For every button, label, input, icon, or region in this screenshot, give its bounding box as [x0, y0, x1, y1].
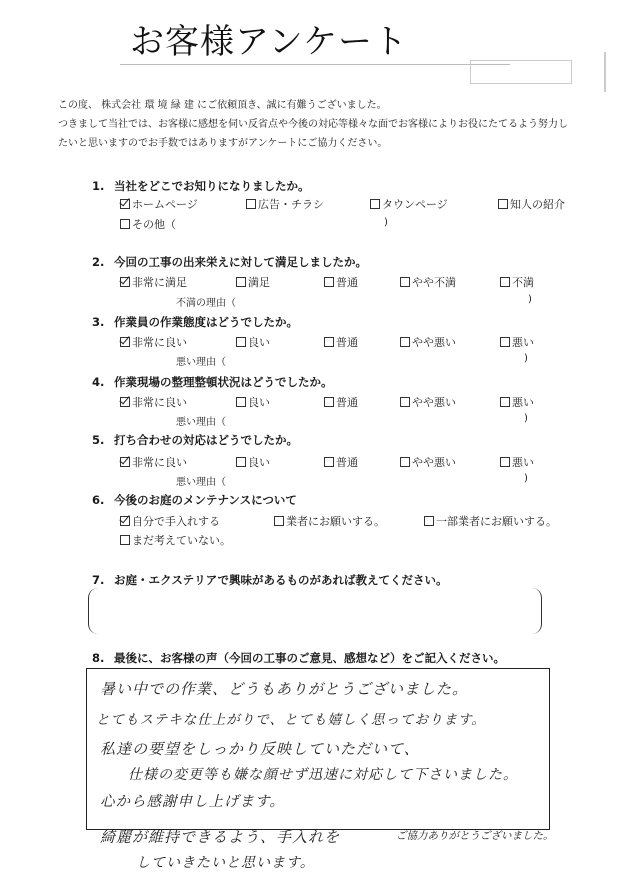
option-label: やや不満 — [412, 276, 456, 289]
question-number: 5. — [92, 433, 105, 447]
option-self-maintain[interactable] — [120, 513, 220, 529]
question-number: 3. — [92, 315, 105, 329]
checkbox[interactable] — [400, 457, 410, 467]
option-partial-contractor[interactable] — [424, 513, 557, 529]
option-homepage[interactable] — [120, 196, 198, 212]
checkbox[interactable] — [324, 397, 334, 407]
option-bad[interactable] — [500, 454, 534, 470]
option-label: 広告・チラシ — [258, 198, 324, 211]
option-label: 一部業者にお願いする。 — [436, 515, 557, 528]
option-normal[interactable] — [324, 454, 358, 470]
option-somewhat-bad[interactable] — [400, 394, 456, 410]
option-very-satisfied[interactable] — [120, 274, 187, 290]
checkbox[interactable] — [500, 457, 510, 467]
option-somewhat-unsatisfied[interactable] — [400, 274, 456, 290]
question-text: 打ち合わせの対応はどうでしたか。 — [114, 433, 298, 447]
checkbox-checked[interactable] — [120, 199, 130, 209]
option-label: やや悪い — [412, 396, 456, 409]
option-label: 知人の紹介 — [510, 198, 565, 211]
question-1 — [92, 178, 310, 194]
title-underline — [120, 64, 510, 65]
intro-text — [58, 96, 598, 153]
thanks-message: ご協力ありがとうございました。 — [396, 830, 554, 842]
intro-line: たいと思いますのでお手数ではありますがアンケートにご協力ください。 — [58, 138, 388, 149]
checkbox[interactable] — [400, 337, 410, 347]
handwritten-line: 心から感謝申し上げます。 — [100, 794, 285, 810]
option-very-good[interactable] — [120, 454, 187, 470]
reason-label: 悪い理由（ — [176, 477, 226, 488]
option-label: 悪い — [512, 336, 534, 349]
option-label: 不満 — [512, 276, 534, 289]
checkbox-checked[interactable] — [120, 397, 130, 407]
option-good[interactable] — [236, 454, 270, 470]
checkbox[interactable] — [500, 337, 510, 347]
intro-line: この度、 株式会社 環 境 緑 建 にご依頼頂き、誠に有難うございました。 — [58, 100, 387, 111]
question-3 — [92, 314, 298, 330]
question-2 — [92, 254, 367, 270]
paren-close: ) — [524, 353, 528, 364]
checkbox[interactable] — [236, 457, 246, 467]
question-6 — [92, 492, 297, 508]
option-referral[interactable] — [498, 196, 565, 212]
option-very-good[interactable] — [120, 394, 187, 410]
option-label: 非常に良い — [132, 336, 187, 349]
option-ad-flyer[interactable] — [246, 196, 324, 212]
option-good[interactable] — [236, 394, 270, 410]
option-bad[interactable] — [500, 394, 534, 410]
option-label: 非常に満足 — [132, 276, 187, 289]
checkbox[interactable] — [274, 516, 284, 526]
paren-close: ) — [524, 473, 528, 484]
option-unsatisfied[interactable] — [500, 274, 534, 290]
checkbox[interactable] — [236, 277, 246, 287]
question-text: お庭・エクステリアで興味があるものがあれば教えてください。 — [114, 573, 448, 587]
question-text: 今回の工事の出来栄えに対して満足しましたか。 — [114, 255, 367, 269]
checkbox[interactable] — [246, 199, 256, 209]
checkbox[interactable] — [120, 219, 130, 229]
option-label: 非常に良い — [132, 456, 187, 469]
option-townpage[interactable] — [370, 196, 448, 212]
checkbox-checked[interactable] — [120, 457, 130, 467]
option-label: やや悪い — [412, 336, 456, 349]
option-other[interactable] — [120, 216, 176, 232]
option-label: 普通 — [336, 276, 358, 289]
paren-close: ) — [524, 413, 528, 424]
option-label: 良い — [248, 336, 270, 349]
question-text: 作業員の作業態度はどうでしたか。 — [114, 315, 298, 329]
option-label: 悪い — [512, 456, 534, 469]
question-number: 8. — [92, 651, 105, 665]
handwritten-line: 綺麗が維持できるよう、手入れを — [100, 828, 341, 846]
option-label: 良い — [248, 396, 270, 409]
option-somewhat-bad[interactable] — [400, 454, 456, 470]
option-very-good[interactable] — [120, 334, 187, 350]
handwritten-line: していきたいと思います。 — [136, 855, 315, 871]
reason-label: 悪い理由（ — [176, 357, 226, 368]
option-normal[interactable] — [324, 274, 358, 290]
handwritten-line: 仕様の変更等も嫌な顔せず迅速に対応して下さいました。 — [128, 767, 518, 783]
checkbox[interactable] — [324, 337, 334, 347]
option-label: 普通 — [336, 456, 358, 469]
option-good[interactable] — [236, 334, 270, 350]
checkbox-checked[interactable] — [120, 277, 130, 287]
checkbox[interactable] — [400, 397, 410, 407]
option-label: まだ考えていない。 — [132, 534, 231, 547]
question-5 — [92, 432, 298, 448]
checkbox[interactable] — [400, 277, 410, 287]
question-text: 当社をどこでお知りになりましたか。 — [114, 179, 310, 193]
option-request-contractor[interactable] — [274, 513, 385, 529]
question-4 — [92, 374, 333, 390]
option-somewhat-bad[interactable] — [400, 334, 456, 350]
checkbox[interactable] — [370, 199, 380, 209]
interest-answer-field[interactable] — [88, 588, 542, 634]
question-7 — [92, 572, 448, 588]
option-label: その他（ — [132, 218, 176, 231]
handwritten-line: 暑い中での作業、どうもありがとうございました。 — [100, 680, 469, 698]
option-bad[interactable] — [500, 334, 534, 350]
scan-edge — [604, 52, 606, 92]
option-label: 業者にお願いする。 — [286, 515, 385, 528]
checkbox-checked[interactable] — [120, 516, 130, 526]
question-text: 今後のお庭のメンテナンスについて — [114, 493, 297, 507]
option-undecided[interactable] — [120, 532, 231, 548]
handwritten-line: とてもステキな仕上がりで、とても嬉しく思っております。 — [96, 712, 486, 728]
option-satisfied[interactable] — [236, 274, 270, 290]
question-number: 2. — [92, 255, 105, 269]
handwritten-line: 私達の要望をしっかり反映していただいて、 — [100, 740, 420, 758]
page-title: お客様アンケート — [130, 22, 408, 62]
checkbox-checked[interactable] — [120, 337, 130, 347]
checkbox[interactable] — [236, 397, 246, 407]
checkbox[interactable] — [498, 199, 508, 209]
question-number: 1. — [92, 179, 105, 193]
reason-label: 悪い理由（ — [176, 417, 226, 428]
intro-line: つきまして当社では、お客様に感想を伺い反省点や今後の対応等様々な面でお客様によりお役にたてるよう努力し — [58, 119, 568, 130]
scan-artifact — [470, 60, 572, 84]
question-text: 最後に、お客様の声（今回の工事のご意見、感想など）をご記入ください。 — [114, 651, 505, 665]
reason-label: 不満の理由（ — [176, 298, 236, 309]
option-label: 悪い — [512, 396, 534, 409]
checkbox[interactable] — [500, 277, 510, 287]
option-label: 非常に良い — [132, 396, 187, 409]
option-label: 普通 — [336, 396, 358, 409]
checkbox[interactable] — [424, 516, 434, 526]
question-number: 4. — [92, 375, 105, 389]
option-label: ホームページ — [132, 198, 198, 211]
question-number: 6. — [92, 493, 105, 507]
checkbox[interactable] — [500, 397, 510, 407]
paren-close: ) — [528, 294, 532, 305]
question-number: 7. — [92, 573, 105, 587]
checkbox[interactable] — [120, 535, 130, 545]
option-label: 良い — [248, 456, 270, 469]
option-normal[interactable] — [324, 334, 358, 350]
checkbox[interactable] — [324, 457, 334, 467]
option-normal[interactable] — [324, 394, 358, 410]
option-label: 満足 — [248, 276, 270, 289]
checkbox[interactable] — [236, 337, 246, 347]
option-label: タウンページ — [382, 198, 448, 211]
option-label: 普通 — [336, 336, 358, 349]
paren-close: ) — [384, 217, 388, 228]
question-8 — [92, 650, 505, 666]
checkbox[interactable] — [324, 277, 334, 287]
option-label: 自分で手入れする — [132, 515, 220, 528]
question-text: 作業現場の整理整頓状況はどうでしたか。 — [114, 375, 333, 389]
option-label: やや悪い — [412, 456, 456, 469]
